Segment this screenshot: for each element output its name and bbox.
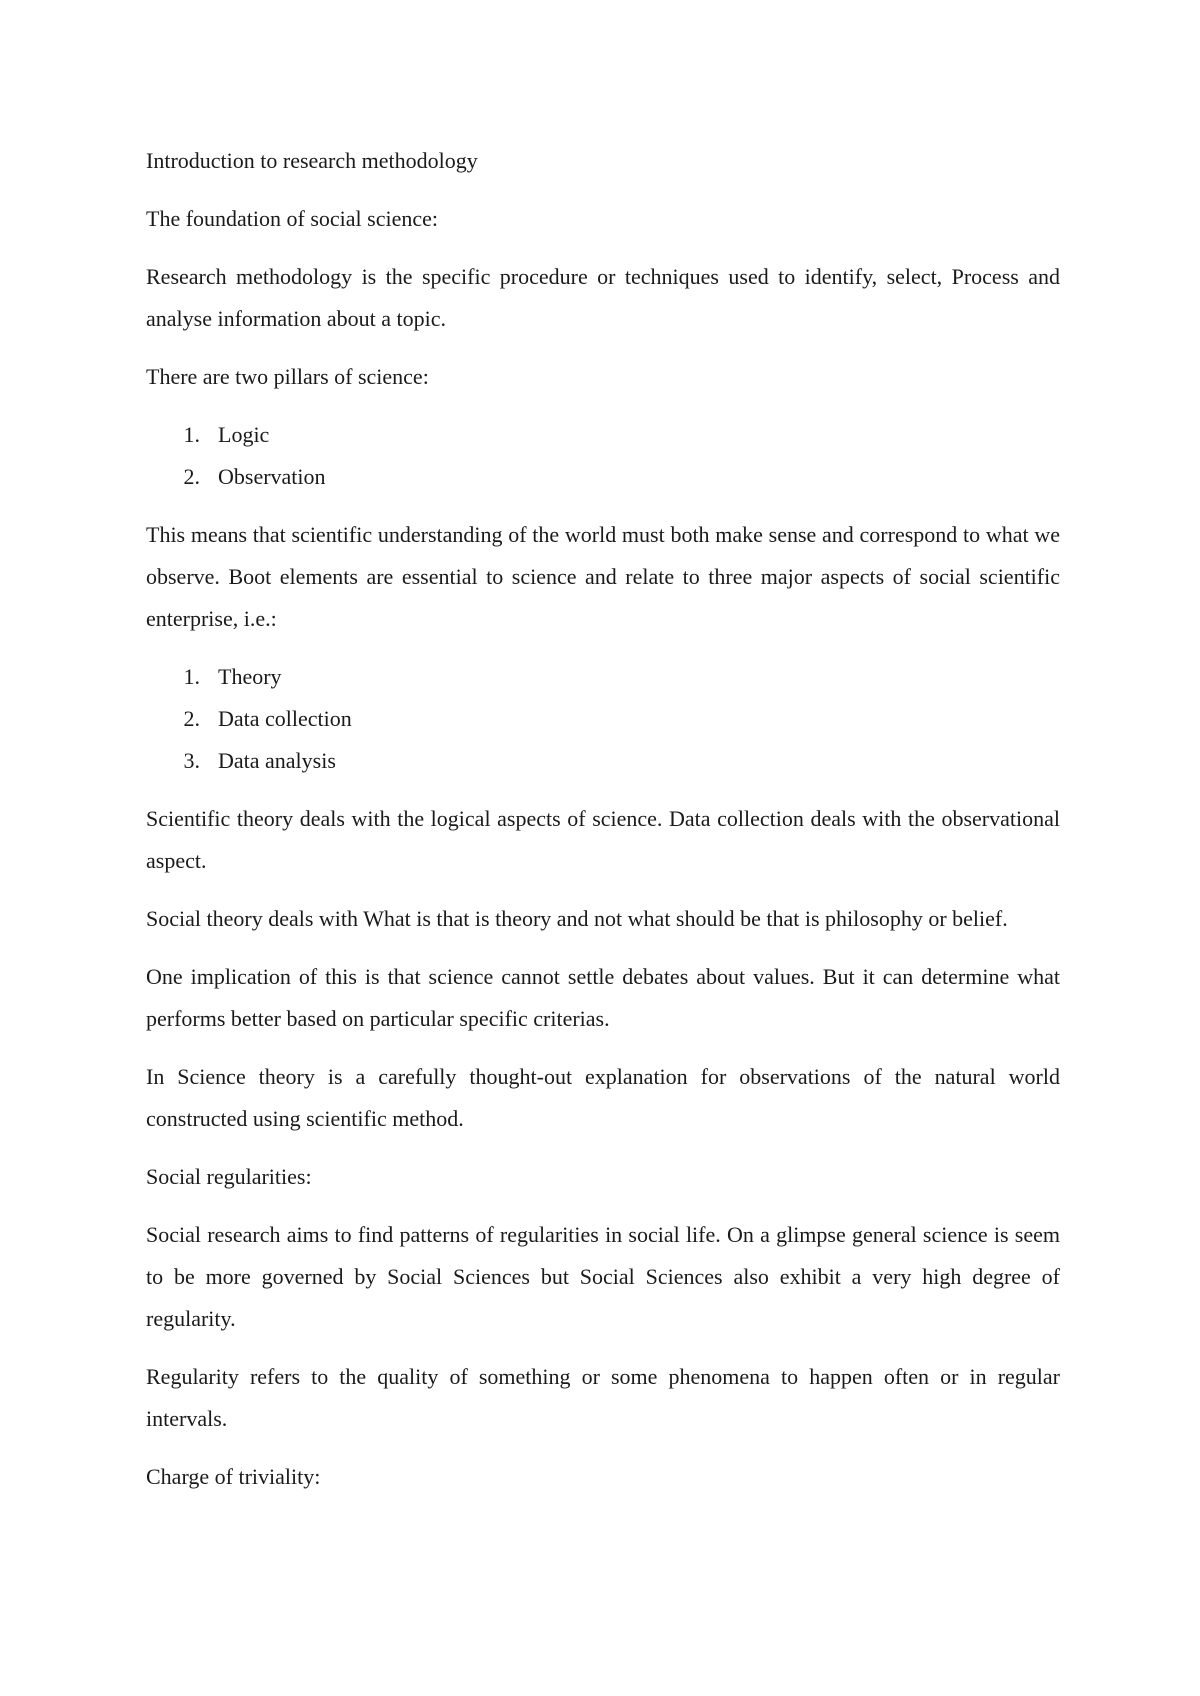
list-number: 2.	[183, 464, 200, 489]
list-number: 1.	[183, 422, 200, 447]
paragraph: Social research aims to find patterns of regularities in social life. On a glimpse general science is seem to be more governed by Social Sciences but Social Sciences also exhibit a very high degree of regularity.	[146, 1222, 1060, 1331]
list-item	[146, 656, 1060, 698]
list-item	[146, 456, 1060, 498]
paragraph: Regularity refers to the quality of something or some phenomena to happen often or in regular intervals.	[146, 1364, 1060, 1431]
aspects-list	[146, 656, 1060, 782]
list-item-text: Data analysis	[218, 748, 336, 773]
list-item-text: Observation	[218, 464, 326, 489]
list-number: 1.	[183, 664, 200, 689]
paragraph: One implication of this is that science cannot settle debates about values. But it can determine what performs better based on particular specific criterias.	[146, 964, 1060, 1031]
list-item	[146, 740, 1060, 782]
list-number: 2.	[183, 706, 200, 731]
list-item-text: Data collection	[218, 706, 352, 731]
section-heading: Social regularities:	[146, 1164, 312, 1189]
list-item-text: Theory	[218, 664, 282, 689]
paragraph: Research methodology is the specific procedure or techniques used to identify, select, Process and analyse information about a topic.	[146, 264, 1060, 331]
list-item	[146, 414, 1060, 456]
paragraph: In Science theory is a carefully thought-out explanation for observations of the natural world constructed using scientific method.	[146, 1064, 1060, 1131]
section-heading: Charge of triviality:	[146, 1464, 321, 1489]
paragraph: Social theory deals with What is that is theory and not what should be that is philosophy or belief.	[146, 906, 1008, 931]
paragraph: This means that scientific understanding of the world must both make sense and correspond to what we observe. Boot elements are essential to science and relate to three major aspects of social scientific enterprise, i.e.:	[146, 522, 1060, 631]
paragraph: There are two pillars of science:	[146, 364, 429, 389]
document-title: Introduction to research methodology	[146, 148, 478, 173]
pillars-list	[146, 414, 1060, 498]
paragraph: Scientific theory deals with the logical aspects of science. Data collection deals with the observational aspect.	[146, 806, 1060, 873]
list-number: 3.	[183, 748, 200, 773]
section-heading: The foundation of social science:	[146, 206, 439, 231]
list-item	[146, 698, 1060, 740]
list-item-text: Logic	[218, 422, 270, 447]
